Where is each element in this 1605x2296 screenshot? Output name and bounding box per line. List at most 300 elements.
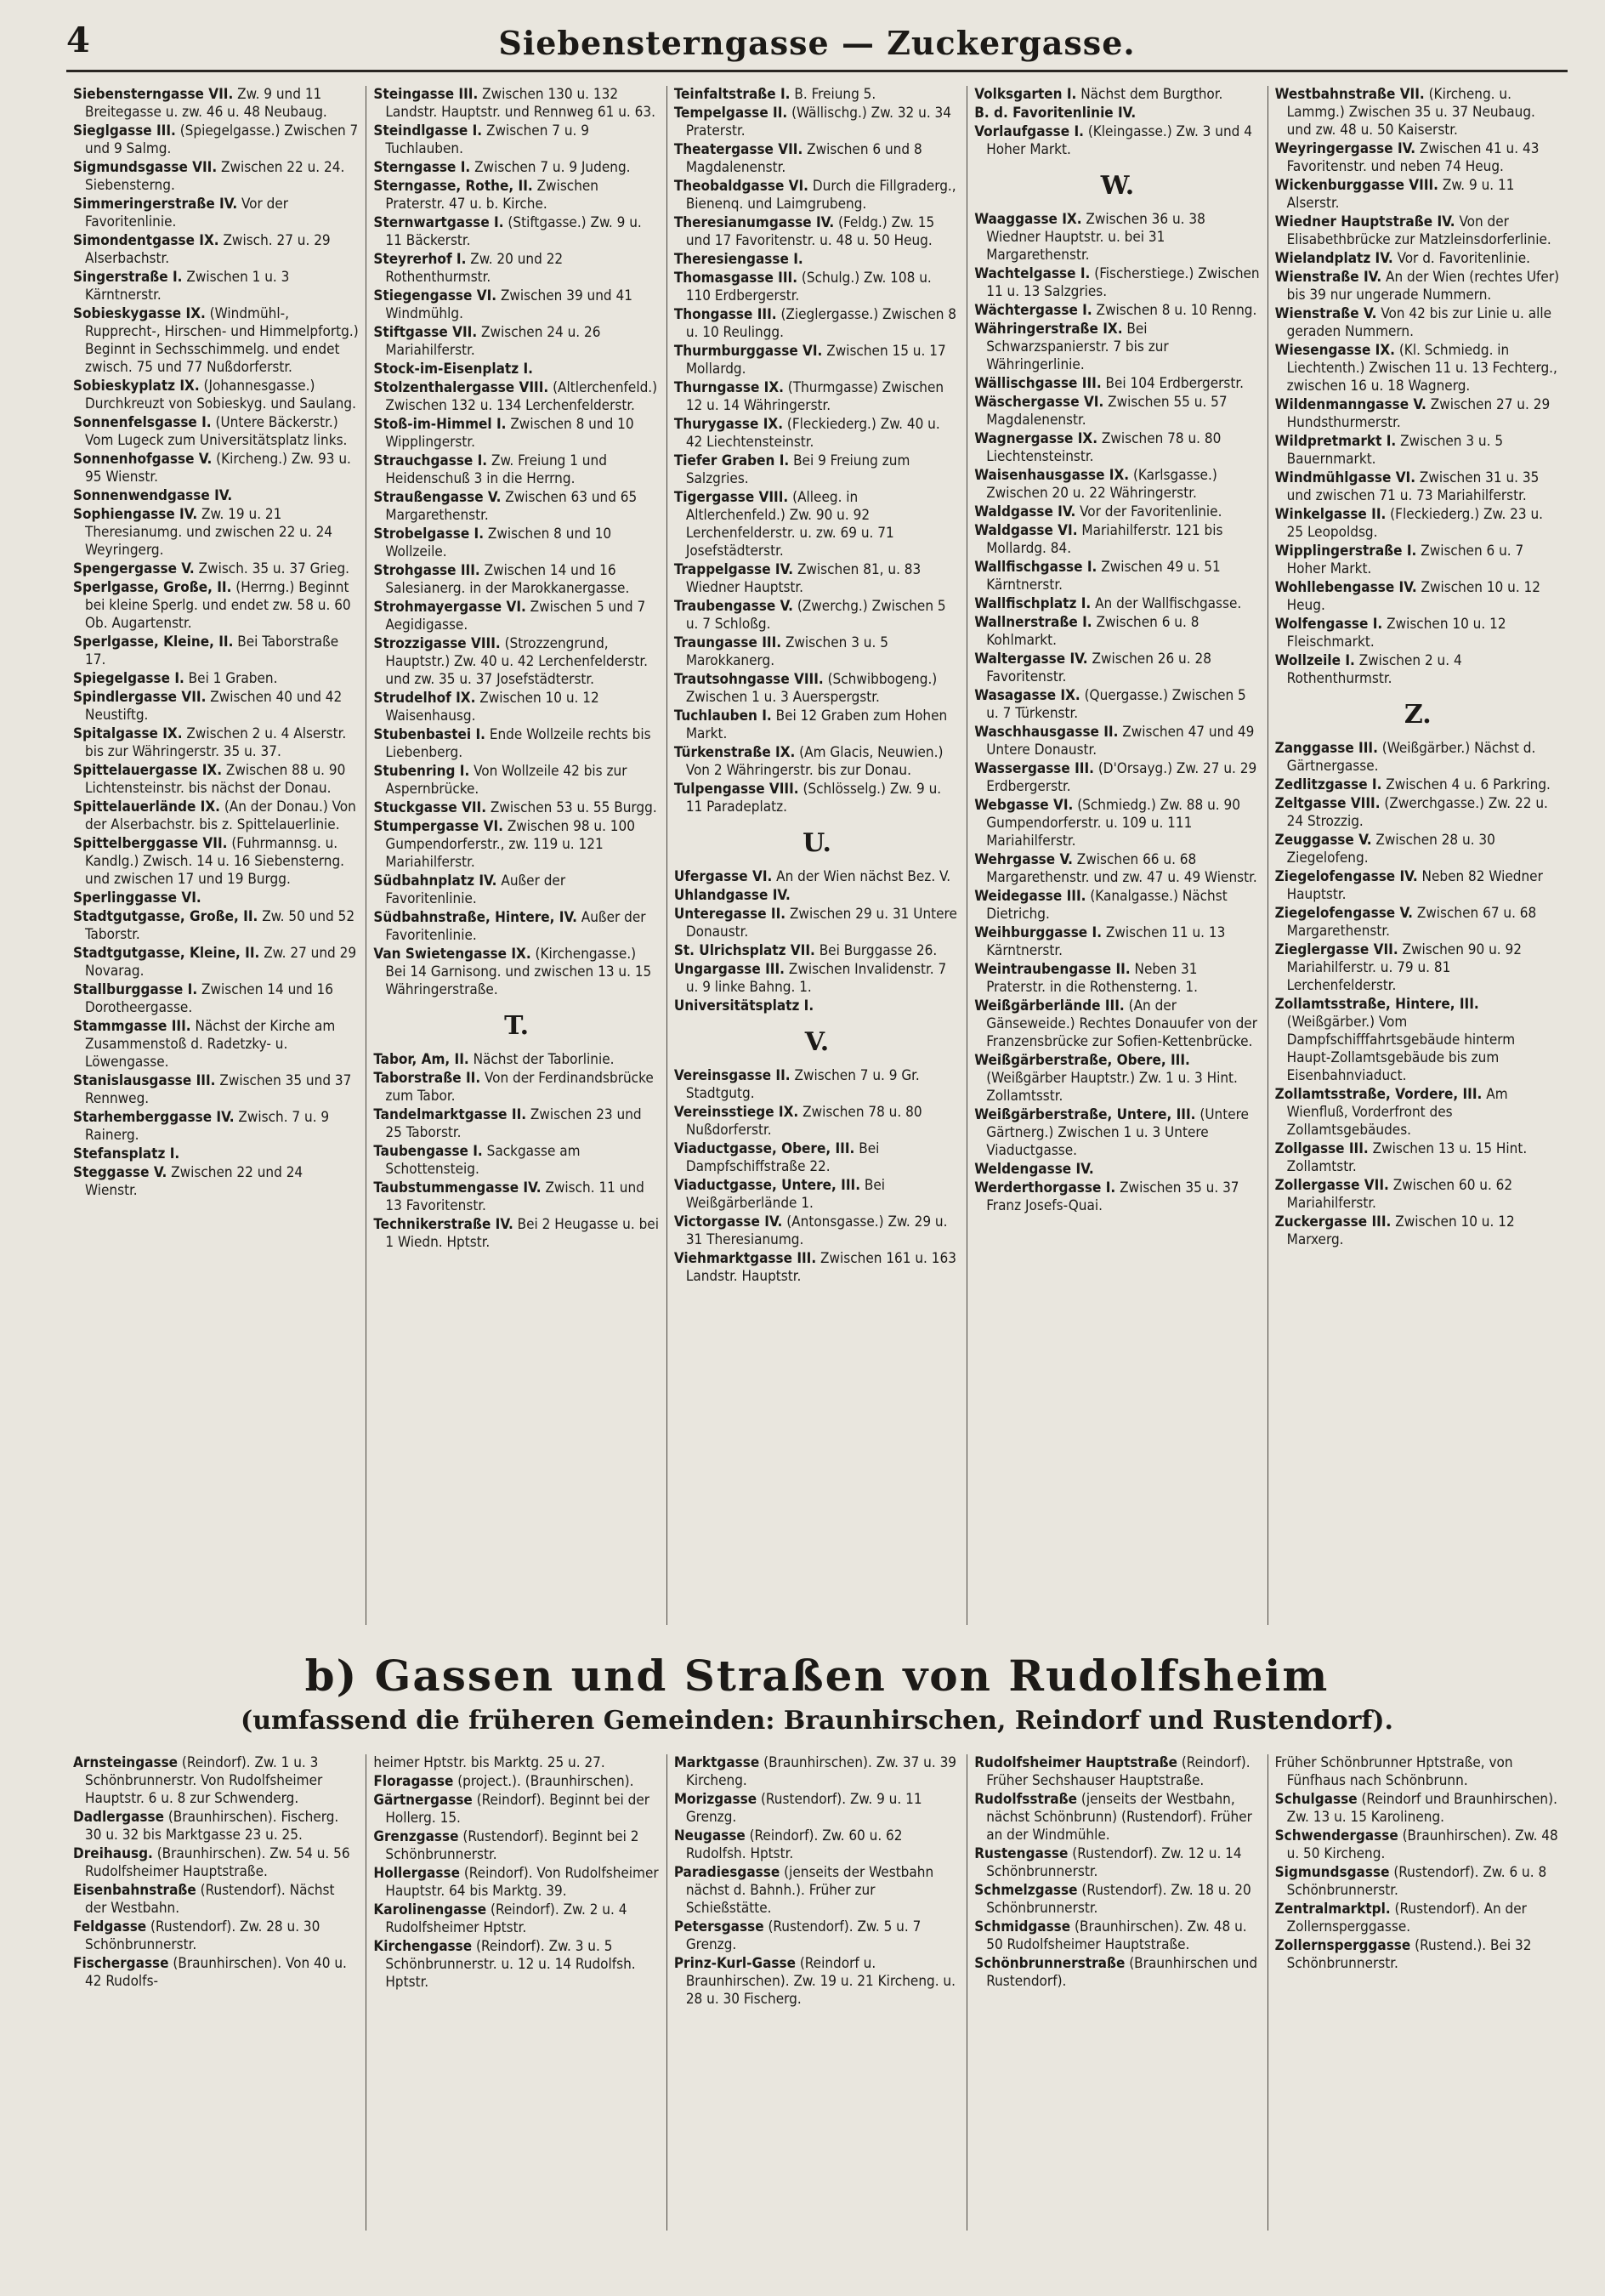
street-description: Zwischen 90 u. 92 Mariahilferstr. u. 79 u. 81 Lerchenfelderstr. — [1286, 941, 1522, 994]
column-1 — [66, 86, 366, 1625]
street-description: Nächst der Taborlinie. — [473, 1051, 615, 1068]
street-name: Zollergasse VII. — [1274, 1177, 1389, 1194]
street-description: (Altlerchenfeld.) Zwischen 132 u. 134 Lerchenfelderstr. — [385, 379, 658, 414]
street-description: Zwischen 3 u. 5 Bauernmarkt. — [1286, 433, 1504, 468]
letter-heading: Z. — [1404, 700, 1432, 730]
street-name: Steingasse III. — [373, 86, 479, 103]
street-name: Stanislausgasse III. — [73, 1072, 216, 1089]
street-name: Sigmundsgasse — [1274, 1864, 1390, 1881]
street-name: Windmühlgasse VI. — [1274, 469, 1416, 486]
street-entry — [1275, 506, 1561, 542]
street-entry — [1275, 776, 1561, 794]
street-entry — [373, 489, 659, 525]
street-entry — [73, 889, 359, 907]
street-description: (Reindorf). Früher Sechshauser Hauptstraße. — [986, 1754, 1251, 1789]
street-entry — [1275, 1177, 1561, 1213]
street-entry — [974, 924, 1260, 960]
street-entry — [73, 378, 359, 413]
street-entry — [373, 799, 659, 817]
street-name: Thurngasse IX. — [673, 379, 784, 396]
street-name: Wiesengasse IX. — [1274, 342, 1395, 359]
street-entry — [373, 690, 659, 725]
street-description: Zwisch. 35 u. 37 Grieg. — [198, 560, 350, 577]
street-name: Wasagasse IX. — [974, 687, 1080, 704]
street-description: (Rustendorf). Zw. 28 u. 30 Schönbrunnerstr. — [85, 1918, 320, 1953]
street-name: Weyringergasse IV. — [1274, 140, 1416, 157]
street-name: Unteregasse II. — [673, 906, 786, 923]
street-entry — [674, 251, 960, 269]
street-description: (Quergasse.) Zwischen 5 u. 7 Türkenstr. — [986, 687, 1246, 722]
street-entry — [1275, 1827, 1561, 1863]
street-entry — [73, 908, 359, 944]
street-entry — [73, 232, 359, 268]
street-entry — [974, 467, 1260, 503]
street-name: Thomasgasse III. — [673, 270, 798, 287]
street-entry — [674, 1955, 960, 2009]
street-name: Stock-im-Eisenplatz I. — [373, 361, 533, 378]
street-entry — [974, 375, 1260, 393]
street-description: (Braunhirschen und Rustendorf). — [986, 1955, 1258, 1990]
street-entry — [73, 159, 359, 195]
street-entry — [373, 1865, 659, 1901]
street-entry — [674, 744, 960, 780]
street-description: Zwischen 8 und 10 Wollzeile. — [385, 526, 612, 560]
street-name: Strauchgasse I. — [373, 452, 488, 469]
street-name: Dadlergasse — [73, 1809, 164, 1826]
street-name: Gärtnergasse — [373, 1792, 473, 1809]
street-description: (Reindorf). Von Rudolfsheimer Hauptstr. 64 bis Marktg. 39. — [385, 1865, 659, 1900]
street-description: Zwischen 6 u. 8 Kohlmarkt. — [986, 614, 1199, 649]
street-name: Wildenmanngasse V. — [1274, 396, 1426, 413]
street-name: Singerstraße I. — [73, 269, 183, 286]
street-name: Stolzenthalergasse VIII. — [373, 379, 549, 396]
street-description: Vor der Favoritenlinie. — [85, 196, 289, 230]
street-description: Zwischen 60 u. 62 Mariahilferstr. — [1286, 1177, 1513, 1212]
street-description: (Windmühl-, Rupprecht-, Hirschen- und Himmelpfortg.) Beginnt in Sechsschimmelg. und endet zwisch. 75 und 77 Nußdorferstr. — [85, 305, 359, 376]
street-entry — [1275, 905, 1561, 941]
street-name: Zeltgasse VIII. — [1274, 795, 1381, 812]
column-4 — [967, 86, 1268, 1625]
street-entry — [674, 1250, 960, 1286]
street-name: Weißgärberstraße, Untere, III. — [974, 1106, 1196, 1123]
street-name: Strohgasse III. — [373, 562, 480, 579]
street-name: Türkenstraße IX. — [673, 744, 796, 761]
street-description: (Thurmgasse) Zwischen 12 u. 14 Währingerstr. — [685, 379, 944, 414]
street-entry — [674, 343, 960, 378]
street-name: Wehrgasse V. — [974, 851, 1073, 868]
street-description: (Feldg.) Zw. 15 und 17 Favoritenstr. u. 48 u. 50 Heug. — [685, 214, 935, 249]
street-name: Sterngasse I. — [373, 159, 471, 176]
street-name: Stuckgasse VII. — [373, 799, 487, 816]
street-description: (Rustend.). Bei 32 Schönbrunnerstr. — [1286, 1937, 1532, 1972]
street-name: Technikerstraße IV. — [373, 1216, 513, 1233]
street-entry — [1275, 1140, 1561, 1176]
street-description: An der Wien (rechtes Ufer) bis 39 nur ungerade Nummern. — [1286, 269, 1560, 304]
street-description: (An der Donau.) Von der Alserbachstr. bis z. Spittelauerlinie. — [85, 798, 356, 833]
street-entry — [674, 270, 960, 305]
street-description: Zwisch. 27 u. 29 Alserbachstr. — [85, 232, 331, 267]
street-name: Kirchengasse — [373, 1938, 473, 1955]
street-description: Zwischen 28 u. 30 Ziegelofeng. — [1286, 832, 1495, 867]
street-description: Zwischen 14 und 16 Dorotheergasse. — [85, 981, 334, 1016]
street-name: Zollernsperggasse — [1274, 1937, 1411, 1954]
street-name: Waisenhausgasse IX. — [974, 467, 1130, 484]
street-name: Weißgärberlände III. — [974, 997, 1125, 1014]
street-name: Ufergasse VI. — [673, 868, 773, 885]
street-name: Weißgärberstraße, Obere, III. — [974, 1052, 1190, 1069]
street-entry — [974, 1845, 1260, 1881]
street-description: (Untere Gärtnerg.) Zwischen 1 u. 3 Untere Viaductgasse. — [986, 1106, 1249, 1159]
street-name: Arnsteingasse — [73, 1754, 179, 1771]
street-description: Zwischen 22 und 24 Wienstr. — [85, 1164, 303, 1199]
street-entry — [674, 1104, 960, 1139]
street-description: Neben 31 Praterstr. in die Rothensterng. 1. — [986, 961, 1198, 996]
street-entry — [73, 560, 359, 578]
street-description: Von 42 bis zur Linie u. alle geraden Nummern. — [1286, 305, 1551, 340]
street-entry — [373, 909, 659, 945]
street-entry — [974, 651, 1260, 686]
street-description: Zw. 9 u. 11 Alserstr. — [1286, 177, 1515, 212]
street-name: Taubstummengasse IV. — [373, 1179, 542, 1196]
street-name: Werderthorgasse I. — [974, 1179, 1116, 1196]
street-entry — [1275, 213, 1561, 249]
street-name: Wolfengasse I. — [1274, 616, 1383, 633]
street-entry — [73, 487, 359, 505]
street-description: Zwischen 14 und 16 Salesianerg. in der Marokkanergasse. — [385, 562, 630, 597]
street-entry — [974, 265, 1260, 301]
street-name: Vereinsstiege IX. — [673, 1104, 799, 1121]
street-description: (Fischerstiege.) Zwischen 11 u. 13 Salzgries. — [986, 265, 1260, 300]
street-name: Teinfaltstraße I. — [673, 86, 791, 103]
street-entry — [674, 489, 960, 560]
letter-heading: W. — [1100, 171, 1135, 201]
street-description: Zwischen 78 u. 80 Nußdorferstr. — [685, 1104, 922, 1139]
street-description: (Weißgärber.) Nächst d. Gärtnergasse. — [1286, 740, 1536, 775]
street-name: Spindlergasse VII. — [73, 689, 207, 706]
street-entry — [1275, 652, 1561, 688]
column-3 — [667, 86, 967, 1625]
street-entry — [674, 598, 960, 634]
street-name: Rustengasse — [974, 1845, 1069, 1862]
street-description: Zwischen 66 u. 68 Margarethenstr. und zw. 47 u. 49 Wienstr. — [986, 851, 1257, 886]
street-name: Sperlgasse, Kleine, II. — [73, 634, 234, 651]
street-name: Thurmburggasse VI. — [673, 343, 823, 360]
street-entry — [73, 835, 359, 889]
street-entry — [1275, 86, 1561, 139]
street-name: Spitalgasse IX. — [73, 725, 183, 742]
street-name: Weintraubengasse II. — [974, 961, 1131, 978]
street-entry — [73, 414, 359, 450]
street-name: Thongasse III. — [673, 306, 777, 323]
street-description: Zwischen 161 u. 163 Landstr. Hauptstr. — [685, 1250, 956, 1285]
street-name: Wickenburggasse VIII. — [1274, 177, 1438, 194]
street-name: Weidegasse III. — [974, 888, 1086, 905]
street-entry — [1275, 1937, 1561, 1973]
street-name: Simondentgasse IX. — [73, 232, 219, 249]
street-entry — [73, 305, 359, 377]
street-name: Sonnenwendgasse IV. — [73, 487, 233, 504]
street-name: Ungargasse III. — [673, 961, 785, 978]
street-description: (Reindorf). Zw. 60 u. 62 Rudolfsh. Hptstr. — [685, 1827, 903, 1862]
section-b-subtitle: (umfassend die früheren Gemeinden: Braunhirschen, Reindorf und Rustendorf). — [241, 1706, 1393, 1736]
street-name: Wagnergasse IX. — [974, 430, 1098, 447]
street-entry — [73, 122, 359, 158]
street-description: (Kircheng. u. Lammg.) Zwischen 35 u. 37 Neubaug. und zw. 48 u. 50 Kaiserstr. — [1286, 86, 1535, 139]
street-entry — [974, 503, 1260, 521]
street-entry — [974, 595, 1260, 613]
street-description: Durch die Fillgraderg., Bienenq. und Laimgrubeng. — [685, 178, 956, 213]
street-name: Tigergasse VIII. — [673, 489, 789, 506]
street-name: Wallnerstraße I. — [974, 614, 1092, 631]
street-name: Dreihausg. — [73, 1845, 153, 1862]
street-entry — [373, 287, 659, 323]
street-entry — [73, 1072, 359, 1108]
street-description: Außer der Favoritenlinie. — [385, 872, 566, 907]
street-name: Zieglergasse VII. — [1274, 941, 1398, 958]
street-entry — [674, 997, 960, 1015]
street-name: Traubengasse V. — [673, 598, 793, 615]
street-entry — [974, 614, 1260, 650]
street-entry — [373, 379, 659, 415]
street-name: Zollamtsstraße, Hintere, III. — [1274, 996, 1479, 1013]
street-name: Vereinsgasse II. — [673, 1067, 791, 1084]
street-description: Zwischen 4 u. 6 Parkring. — [1386, 776, 1551, 793]
street-entry — [674, 86, 960, 104]
street-entry — [974, 302, 1260, 320]
street-entry — [1275, 433, 1561, 469]
street-entry — [974, 105, 1260, 122]
street-description: Zwischen 10 u. 12 Heug. — [1286, 579, 1540, 614]
street-description: Zwischen 23 und 25 Taborstr. — [385, 1106, 642, 1141]
street-entry — [674, 887, 960, 905]
letter-heading: U. — [802, 828, 831, 858]
street-description: heimer Hptstr. bis Marktg. 25 u. 27. — [373, 1754, 605, 1771]
street-entry — [373, 178, 659, 213]
street-name: Feldgasse — [73, 1918, 147, 1935]
street-name: Eisenbahnstraße — [73, 1882, 196, 1899]
street-entry — [73, 1018, 359, 1071]
street-entry — [73, 1845, 359, 1881]
street-entry — [1275, 740, 1561, 776]
street-description: Außer der Favoritenlinie. — [385, 909, 646, 944]
street-description: Nächst der Kirche am Zusammenstoß d. Radetzky- u. Löwengasse. — [85, 1018, 336, 1071]
street-entry — [73, 506, 359, 560]
column-1 — [66, 1754, 366, 2231]
street-entry — [373, 361, 659, 378]
street-description: (Zwerchgasse.) Zw. 22 u. 24 Strozzig. — [1286, 795, 1548, 830]
street-entry — [674, 1864, 960, 1918]
street-description: Zw. 27 und 29 Novarag. — [85, 945, 357, 980]
street-name: Zuckergasse III. — [1274, 1213, 1392, 1230]
street-description: Zwischen 6 und 8 Magdalenenstr. — [685, 141, 922, 176]
street-description: (Zwerchg.) Zwischen 5 u. 7 Schloßg. — [685, 598, 946, 633]
street-name: Sigmundsgasse VII. — [73, 159, 218, 176]
street-name: Spiegelgasse I. — [73, 670, 184, 687]
street-name: Floragasse — [373, 1773, 454, 1790]
street-entry — [674, 1067, 960, 1103]
street-name: Morizgasse — [673, 1791, 757, 1808]
street-name: Tulpengasse VIII. — [673, 781, 799, 798]
street-description: Zwischen 7 u. 9 Gr. Stadtgutg. — [685, 1067, 920, 1102]
street-description: Zwischen 98 u. 100 Gumpendorferstr., zw. 119 u. 121 Mariahilferstr. — [385, 818, 635, 871]
street-entry — [1275, 1754, 1561, 1790]
street-entry — [373, 1828, 659, 1864]
street-name: Grenzgasse — [373, 1828, 459, 1845]
street-entry — [373, 1143, 659, 1179]
street-name: Stumpergasse VI. — [373, 818, 503, 835]
street-description: Von Wollzeile 42 bis zur Aspernbrücke. — [385, 763, 627, 798]
street-entry — [974, 1052, 1260, 1105]
street-description: Zw. Freiung 1 und Heidenschuß 3 in die Herrng. — [385, 452, 607, 487]
street-entry — [1275, 868, 1561, 904]
street-entry — [674, 634, 960, 670]
street-description: (Rustendorf). Zw. 5 u. 7 Grenzg. — [685, 1918, 922, 1953]
street-description: Zwischen 36 u. 38 Wiedner Hauptstr. u. bei 31 Margarethenstr. — [986, 211, 1205, 264]
street-description: (Reindorf). Beginnt bei der Hollerg. 15. — [385, 1792, 650, 1827]
street-entry — [974, 559, 1260, 594]
street-name: Wäschergasse VI. — [974, 394, 1104, 411]
street-description: (Rustendorf). An der Zollernsperggasse. — [1286, 1901, 1527, 1935]
street-description: Zwischen 6 u. 7 Hoher Markt. — [1286, 543, 1524, 577]
street-description: Neben 82 Wiedner Hauptstr. — [1286, 868, 1543, 903]
street-name: Steyrerhof I. — [373, 251, 467, 268]
street-description: (jenseits der Westbahn nächst d. Bahnh.). Früher zur Schießstätte. — [685, 1864, 934, 1917]
street-name: Wipplingerstraße I. — [1274, 543, 1417, 560]
street-description: (Braunhirschen). Von 40 u. 42 Rudolfs- — [85, 1955, 347, 1990]
street-name: Siebensterngasse VII. — [73, 86, 234, 103]
street-entry — [73, 196, 359, 231]
street-entry — [1275, 269, 1561, 304]
street-name: Waaggasse IX. — [974, 211, 1082, 228]
street-description: Vor d. Favoritenlinie. — [1397, 250, 1530, 267]
running-title: Siebensterngasse — Zuckergasse. — [498, 24, 1136, 62]
street-description: (Schlösselg.) Zw. 9 u. 11 Paradeplatz. — [685, 781, 942, 816]
street-entry — [373, 1106, 659, 1142]
street-description: (Fleckiederg.) Zw. 23 u. 25 Leopoldsg. — [1286, 506, 1544, 541]
street-description: An der Wallfischgasse. — [1095, 595, 1242, 612]
street-description: Bei Burggasse 26. — [819, 942, 938, 959]
street-entry — [1275, 616, 1561, 651]
street-description: Ende Wollzeile rechts bis Liebenberg. — [385, 726, 651, 761]
street-entry — [974, 851, 1260, 887]
street-name: Stadtgutgasse, Kleine, II. — [73, 945, 260, 962]
street-description: (Rustendorf). Zw. 9 u. 11 Grenzg. — [685, 1791, 922, 1826]
street-entry — [974, 211, 1260, 264]
street-entry — [373, 1773, 659, 1791]
street-description: Zwischen 81, u. 83 Wiedner Hauptstr. — [685, 561, 922, 596]
street-description: Zwischen 78 u. 80 Liechtensteinstr. — [986, 430, 1222, 465]
street-entry — [373, 763, 659, 798]
column-3 — [667, 1754, 967, 2231]
street-name: Westbahnstraße VII. — [1274, 86, 1425, 103]
street-entry — [674, 306, 960, 342]
street-entry — [73, 579, 359, 633]
street-description: (Herrng.) Beginnt bei kleine Sperlg. und endet zw. 58 u. 60 Ob. Augartenstr. — [85, 579, 351, 632]
street-entry — [974, 1882, 1260, 1918]
street-name: Waldgasse IV. — [974, 503, 1076, 520]
street-name: Stoß-im-Himmel I. — [373, 416, 507, 433]
street-entry — [373, 159, 659, 177]
street-description: (Reindorf). Zw. 2 u. 4 Rudolfsheimer Hptstr. — [385, 1901, 627, 1936]
street-name: Waltergasse IV. — [974, 651, 1088, 668]
street-entry — [1275, 543, 1561, 578]
street-description: Am Wienfluß, Vorderfront des Zollamtsgebäudes. — [1286, 1086, 1508, 1139]
street-entry — [373, 1070, 659, 1105]
street-description: (Schwibbogeng.) Zwischen 1 u. 3 Auerspergstr. — [685, 671, 938, 706]
street-description: Zwischen 47 und 49 Untere Donaustr. — [986, 724, 1255, 759]
street-name: Tuchlauben I. — [673, 708, 772, 725]
street-entry — [674, 961, 960, 997]
column-2 — [366, 1754, 666, 2231]
street-entry — [1275, 1864, 1561, 1900]
street-entry — [1275, 579, 1561, 615]
street-entry — [1275, 795, 1561, 831]
street-entry — [373, 946, 659, 999]
street-name: Stefansplatz I. — [73, 1145, 180, 1162]
street-name: Ziegelofengasse V. — [1274, 905, 1413, 922]
street-name: Trappelgasse IV. — [673, 561, 794, 578]
street-description: Zwischen 13 u. 15 Hint. Zollamtstr. — [1286, 1140, 1528, 1175]
street-entry — [373, 1051, 659, 1069]
street-entry — [1275, 941, 1561, 995]
street-entry — [1275, 140, 1561, 176]
street-description: An der Wien nächst Bez. V. — [776, 868, 951, 885]
street-entry — [73, 798, 359, 834]
street-description: Bei 12 Graben zum Hohen Markt. — [685, 708, 948, 742]
street-entry — [73, 689, 359, 725]
street-entry — [974, 724, 1260, 759]
street-name: Theresiengasse I. — [673, 251, 803, 268]
street-description: (Karlsgasse.) Zwischen 20 u. 22 Währingerstr. — [986, 467, 1217, 502]
street-description: (Braunhirschen). Zw. 48 u. 50 Kircheng. — [1286, 1827, 1558, 1862]
street-name: Sperlgasse, Große, II. — [73, 579, 232, 596]
street-description: (Rustendorf). Zw. 18 u. 20 Schönbrunnerstr. — [986, 1882, 1251, 1917]
street-name: Wachtelgasse I. — [974, 265, 1091, 282]
street-description: B. Freiung 5. — [794, 86, 876, 103]
street-description: Zwischen 130 u. 132 Landstr. Hauptstr. und Rennweg 61 u. 63. — [385, 86, 655, 121]
street-name: Spengergasse V. — [73, 560, 195, 577]
street-name: Spittelberggasse VII. — [73, 835, 228, 852]
column-2 — [366, 86, 666, 1625]
street-entry — [674, 1140, 960, 1176]
street-name: Theobaldgasse VI. — [673, 178, 808, 195]
street-description: Zw. 19 u. 21 Theresianumg. und zwischen 22 u. 24 Weyringerg. — [85, 506, 333, 559]
street-name: Zeuggasse V. — [1274, 832, 1372, 849]
street-name: Waschhausgasse II. — [974, 724, 1119, 741]
street-name: Stiftgasse VII. — [373, 324, 478, 341]
street-description: Zwischen 41 u. 43 Favoritenstr. und neben 74 Heug. — [1286, 140, 1540, 175]
street-name: Webgasse VI. — [974, 797, 1074, 814]
street-description: (Untere Bäckerstr.) Vom Lugeck zum Universitätsplatz links. — [85, 414, 348, 449]
street-entry — [373, 86, 659, 122]
street-name: Stubenbastei I. — [373, 726, 485, 743]
street-entry — [1275, 1213, 1561, 1249]
street-description: Zwischen 10 u. 12 Fleischmarkt. — [1286, 616, 1506, 651]
street-description: (Braunhirschen). Zw. 37 u. 39 Kircheng. — [685, 1754, 957, 1789]
street-description: Zwischen 31 u. 35 und zwischen 71 u. 73 Mariahilferstr. — [1286, 469, 1540, 504]
street-name: Zollgasse III. — [1274, 1140, 1369, 1157]
street-entry — [974, 1106, 1260, 1160]
street-entry — [974, 961, 1260, 997]
street-entry — [974, 1179, 1260, 1215]
street-description: Mariahilferstr. 121 bis Mollardg. 84. — [986, 522, 1223, 557]
street-entry — [974, 430, 1260, 466]
street-entry — [373, 526, 659, 561]
letter-heading: T. — [504, 1011, 530, 1041]
street-name: Strudelhof IX. — [373, 690, 476, 707]
street-description: Zwischen 8 u. 10 Renng. — [1096, 302, 1257, 319]
street-description: Von der Elisabethbrücke zur Matzleinsdorferlinie. — [1286, 213, 1551, 248]
